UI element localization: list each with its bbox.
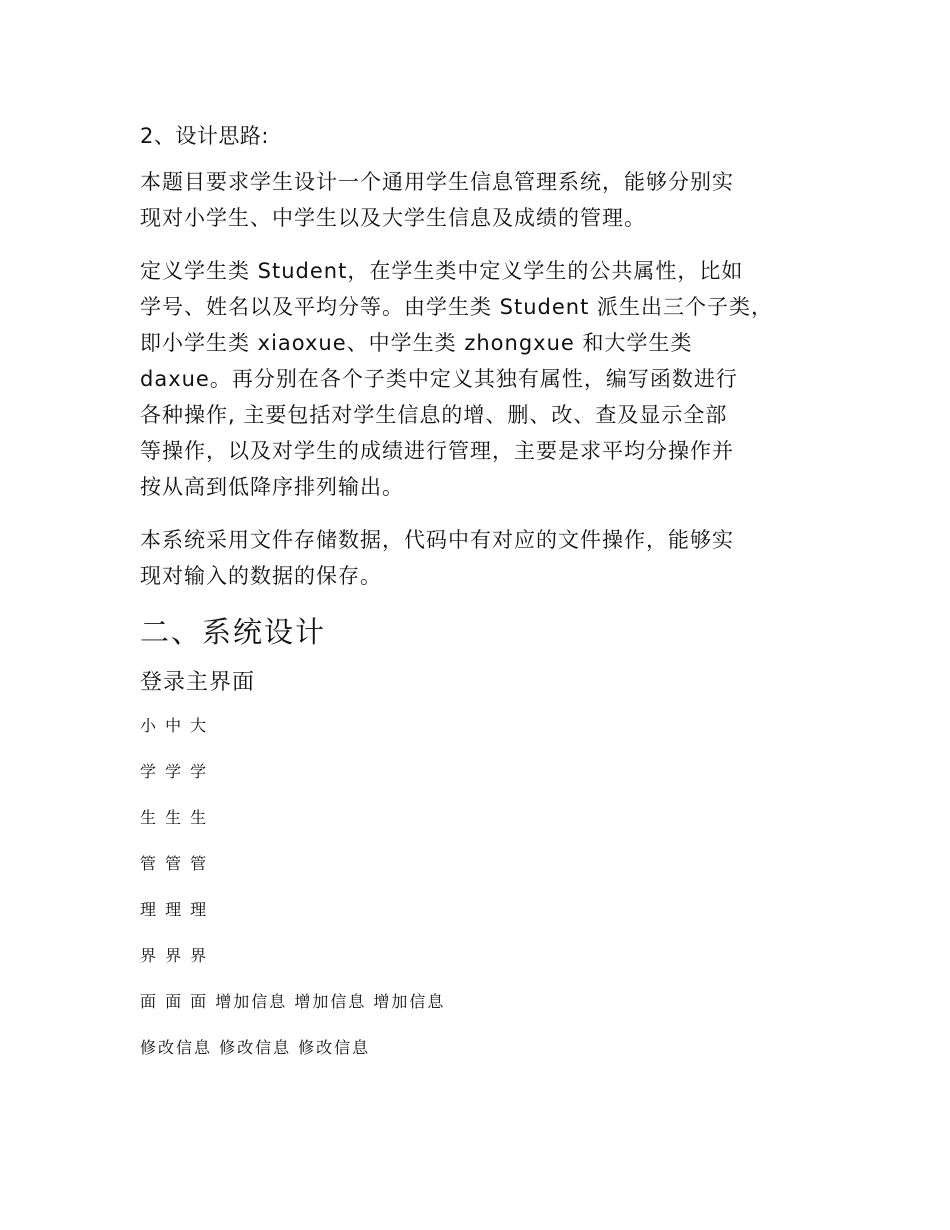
paragraph-line: daxue。再分别在各个子类中定义其独有属性，编写函数进行: [140, 367, 738, 391]
paragraph-line: 现对输入的数据的保存。: [140, 564, 382, 588]
paragraph-line: 定义学生类 Student，在学生类中定义学生的公共属性，比如: [140, 259, 744, 283]
diagram-line: 管 管 管: [140, 854, 209, 873]
diagram-line: 界 界 界: [140, 946, 209, 965]
diagram-line: 理 理 理: [140, 900, 209, 919]
section-title: 二、系统设计: [140, 615, 327, 649]
document-page: [140, 118, 840, 1082]
paragraph-line: 即小学生类 xiaoxue、中学生类 zhongxue 和大学生类: [140, 331, 693, 355]
paragraph-line: 本系统采用文件存储数据，代码中有对应的文件操作，能够实: [140, 528, 734, 552]
paragraph-student-class: [140, 253, 840, 505]
paragraph-line: 各种操作, 主要包括对学生信息的增、删、改、查及显示全部: [140, 403, 728, 427]
diagram-line: 修改信息 修改信息 修改信息: [140, 1038, 371, 1057]
paragraph-line: 本题目要求学生设计一个通用学生信息管理系统，能够分别实: [140, 170, 734, 194]
paragraph-line: 按从高到低降序排列输出。: [140, 475, 404, 499]
paragraph-file-storage: [140, 522, 840, 594]
diagram-line: 面 面 面 增加信息 增加信息 增加信息: [140, 992, 446, 1011]
paragraph-line: 现对小学生、中学生以及大学生信息及成绩的管理。: [140, 206, 646, 230]
paragraph-line: 学号、姓名以及平均分等。由学生类 Student 派生出三个子类，: [140, 295, 774, 319]
subsection-title: 登录主界面: [140, 670, 256, 695]
diagram-line: 学 学 学: [140, 762, 209, 781]
paragraph-intro: [140, 164, 840, 236]
diagram-line: 生 生 生: [140, 808, 209, 827]
design-heading: 2、设计思路:: [140, 124, 269, 148]
diagram-line: 小 中 大: [140, 716, 209, 735]
paragraph-line: 等操作，以及对学生的成绩进行管理，主要是求平均分操作并: [140, 439, 734, 463]
diagram-text-block: [140, 714, 840, 1060]
